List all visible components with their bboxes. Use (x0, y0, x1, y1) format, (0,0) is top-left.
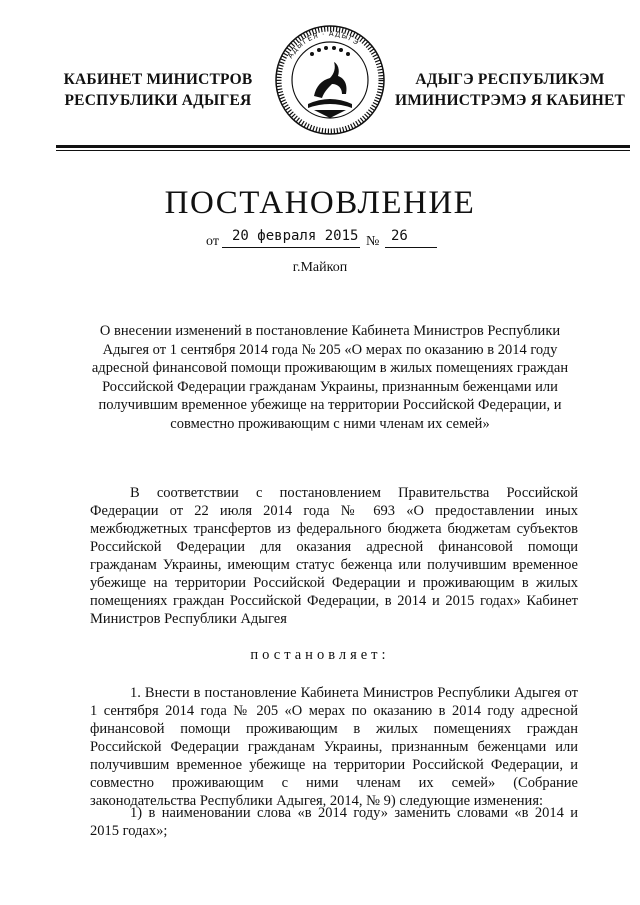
header-left (50, 69, 266, 111)
resolves-word: постановляет: (250, 647, 390, 663)
date-underline (222, 247, 360, 248)
number-value: 26 (391, 228, 408, 244)
document-subject: О внесении изменений в постановление Кабинета Министров Республики Адыгея от 1 сентября 2014 года № 205 «О мерах по оказанию в 2014 году адресной финансовой помощи проживающим в жилых помещениях граждан Российской Федерации гражданам Украины, признанным беженцами или получившим временное убежище на территории Российской Федерации, и совместно проживающим с ними членам их семей» (91, 323, 569, 432)
header-right-line2: ИМИНИСТРЭМЭ Я КАБИНЕТ (394, 92, 626, 109)
city-name: г.Майкоп (292, 260, 348, 275)
date-from-label: от (206, 234, 219, 249)
header-rule-thin (56, 150, 630, 151)
item-1-1-paragraph: 1) в наименовании слова «в 2014 году» заменить словами «в 2014 и 2015 годах»; (90, 805, 578, 839)
svg-text:АДЫГЕЯ · АДЫГЭ (286, 30, 360, 60)
coat-of-arms-icon (274, 24, 386, 136)
number-label: № (366, 234, 380, 249)
item-1-paragraph: 1. Внести в постановление Кабинета Министров Республики Адыгея от 1 сентября 2014 года № 205 «О мерах по оказанию в 2014 году адресной финансовой помощи проживающим в жилых помещениях граждан Российской Федерации гражданам Украины, признанным беженцами или получившим временное убежище на территории Российской Федерации, и совместно проживающим с ними членам их семей» (Собрание законодательства Республики Адыгея, 2014, № 9) следующие изменения: (90, 685, 578, 809)
date-number-row (0, 228, 640, 254)
header-right (392, 69, 628, 111)
header-rule-thick (56, 145, 630, 148)
date-value: 20 февраля 2015 (232, 228, 359, 244)
header-left-line1: КАБИНЕТ МИНИСТРОВ (63, 71, 253, 88)
header-right-line1: АДЫГЭ РЕСПУБЛИКЭМ (415, 71, 605, 88)
number-underline (385, 247, 437, 248)
emblem-ring-text: АДЫГЕЯ · АДЫГЭ (286, 29, 361, 60)
header-left-line2: РЕСПУБЛИКИ АДЫГЕЯ (64, 92, 252, 109)
preamble-paragraph: В соответствии с постановлением Правительства Российской Федерации от 22 июля 2014 года № 693 «О предоставлении иных межбюджетных трансфертов из федерального бюджета бюджетам субъектов Российской Федерации для оказания адресной финансовой помощи гражданам Украины, имеющим статус беженца или получившим временное убежище на территории Российской Федерации и проживающим в жилых помещениях граждан Российской Федерации, в 2014 и 2015 годах» Кабинет Министров Республики Адыгея (90, 485, 578, 627)
document-title: ПОСТАНОВЛЕНИЕ (164, 185, 476, 221)
